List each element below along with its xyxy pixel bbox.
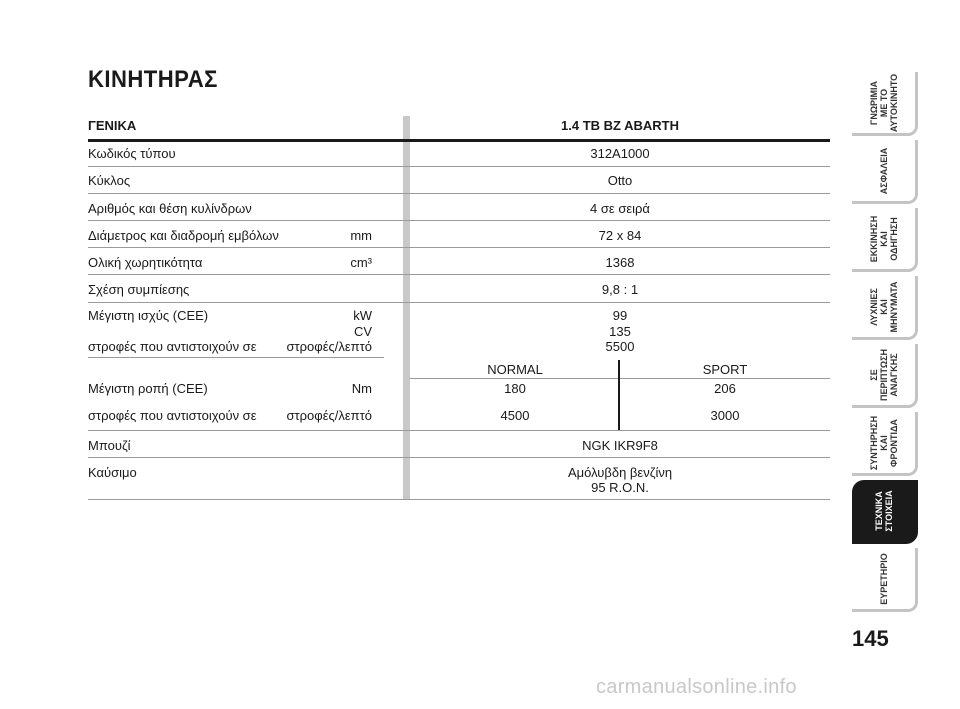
row-value: 312A1000 [590,146,650,161]
spark-label: Μπουζί [88,438,131,453]
torque-normal-nm: 180 [504,381,526,396]
page-title: ΚΙΝΗΤΗΡΑΣ [88,66,218,93]
row-label: Σχέση συμπίεσης [88,282,190,297]
fuel-value-line2: 95 R.O.N. [591,480,649,495]
power-label: Μέγιστη ισχύς (CEE) [88,308,209,323]
mode-divider [618,360,620,430]
torque-sport-rpm: 3000 [710,408,740,423]
torque-label: Μέγιστη ροπή (CEE) [88,381,208,396]
row-rule [88,193,830,194]
power-value-rpm: 5500 [605,339,635,354]
tab-maintenance[interactable] [852,412,918,476]
row-value: 4 σε σειρά [590,201,650,216]
tab-label: ΤΕΧΝΙΚΑ ΣΤΟΙΧΕΙΑ [873,489,894,532]
tab-lights-messages[interactable] [852,276,918,340]
mode-rule [410,378,830,379]
row-label: Κύκλος [88,173,131,188]
tab-label: ΣΥΝΤΗΡΗΣΗ ΚΑΙ ΦΡΟΝΤΙΔΑ [868,415,899,470]
power-value-kw: 99 [612,308,628,323]
gray-separator-bar [403,116,410,500]
tab-label: ΕΥΡΕΤΗΡΙΟ [878,552,889,605]
tab-emergency[interactable] [852,344,918,408]
tab-safety[interactable] [852,140,918,204]
tab-label: ΓΝΩΡΙΜΙΑ ΜΕ ΤΟ ΑΥΤΟΚΙΝΗΤΟ [868,73,899,132]
row-rule [88,499,830,500]
row-label: Αριθμός και θέση κυλίνδρων [88,201,252,216]
row-rule [88,220,830,221]
fuel-label: Καύσιμο [88,465,137,480]
tab-technical-data[interactable] [852,480,918,544]
torque-sport-nm: 206 [714,381,736,396]
row-value: Otto [607,173,633,188]
torque-normal-rpm: 4500 [500,408,530,423]
tab-label: ΕΚΚΙΝΗΣΗ ΚΑΙ ΟΔΗΓΗΣΗ [868,215,899,262]
power-rpm-unit: στροφές/λεπτό [286,339,372,354]
row-value: 1368 [605,255,635,270]
row-rule [88,302,830,303]
row-value: 9,8 : 1 [601,282,639,297]
spark-value: NGK IKR9F8 [582,438,658,453]
row-rule [88,166,830,167]
power-unit-cv: CV [353,324,372,339]
torque-rpm-unit: στροφές/λεπτό [286,408,372,423]
tab-intro[interactable] [852,72,918,136]
row-rule [88,430,830,431]
row-label: Ολική χωρητικότητα [88,255,203,270]
mode-normal: NORMAL [487,362,543,377]
row-rule [88,457,830,458]
power-rpm-label: στροφές που αντιστοιχούν σε [88,339,257,354]
mode-sport: SPORT [702,362,748,377]
power-value-cv: 135 [609,324,631,339]
tab-label: ΛΥΧΝΙΕΣ ΚΑΙ ΜΗΝΥΜΑΤΑ [868,280,899,333]
header-value: 1.4 TB BZ ABARTH [561,118,679,133]
tab-starting-driving[interactable] [852,208,918,272]
torque-rpm-label: στροφές που αντιστοιχούν σε [88,408,257,423]
row-label: Διάμετρος και διαδρομή εμβόλων [88,228,279,243]
header-label: ΓΕΝΙΚΑ [88,118,137,133]
fuel-value-line1: Αμόλυβδη βενζίνη [567,465,673,480]
row-unit: mm [350,228,372,243]
torque-unit: Nm [351,381,372,396]
tab-label: ΣΕ ΠΕΡΙΠΤΩΣΗ ΑΝΑΓΚΗΣ [868,348,899,401]
row-label: Κωδικός τύπου [88,146,176,161]
page-number: 145 [852,626,889,651]
header-rule [88,139,830,142]
row-rule [88,247,830,248]
power-unit-kw: kW [353,308,372,323]
row-unit: cm³ [350,255,372,270]
row-rule [88,274,830,275]
row-rule [88,357,384,358]
tab-index[interactable] [852,548,918,612]
tab-label: ΑΣΦΑΛΕΙΑ [878,147,889,194]
row-value: 72 x 84 [598,228,642,243]
watermark: carmanualsonline.info [596,676,797,698]
